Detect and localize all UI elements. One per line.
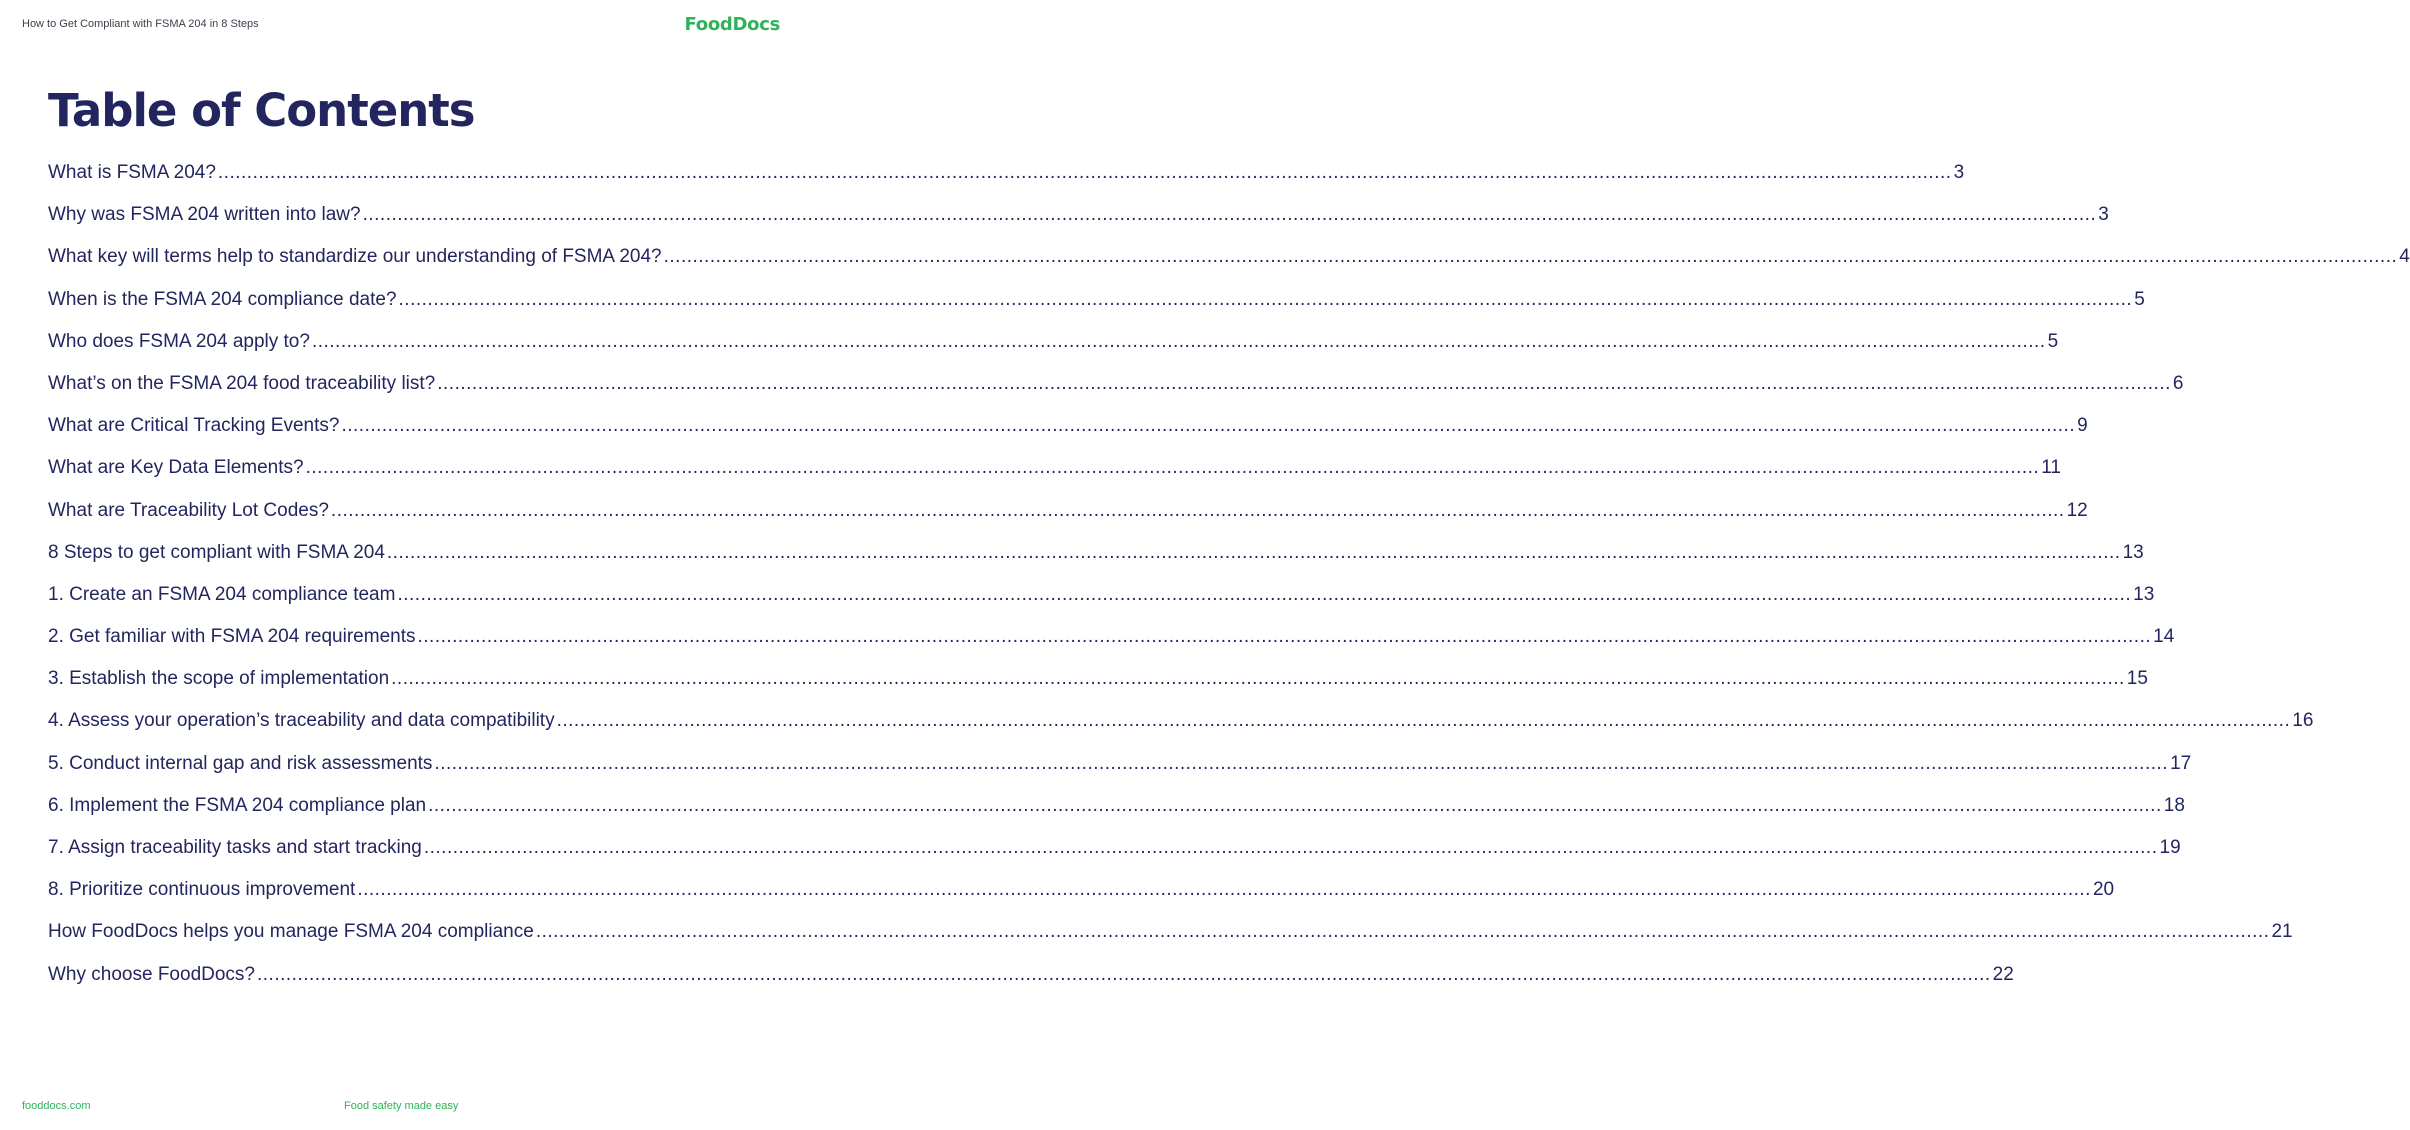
table-of-contents: [48, 162, 2410, 1006]
page-title: Table of Contents: [48, 84, 475, 137]
toc-entry[interactable]: [48, 710, 2314, 752]
toc-entry[interactable]: [48, 752, 2192, 795]
toc-leader-dots: ............................................................................................................................................................................................................................................................................................................: [341, 415, 2076, 437]
toc-page-number: 20: [2092, 879, 2115, 901]
toc-leader-dots: ............................................................................................................................................................................................................................................................................................................: [398, 288, 2133, 310]
toc-page-number: 5: [2047, 330, 2059, 352]
toc-leader-dots: ............................................................................................................................................................................................................................................................................................................: [305, 457, 2040, 479]
toc-leader-dots: ............................................................................................................................................................................................................................................................................................................: [428, 794, 2162, 816]
toc-entry[interactable]: [48, 162, 1965, 204]
toc-page-number: 3: [1953, 162, 1965, 183]
toc-entry[interactable]: [48, 288, 2145, 331]
toc-entry-text: 8. Prioritize continuous improvement: [48, 879, 356, 901]
toc-entry[interactable]: [48, 583, 2155, 626]
toc-page-number: 17: [2170, 752, 2192, 774]
toc-page-number: 13: [2133, 583, 2155, 605]
toc-entry-text: What are Key Data Elements?: [48, 457, 304, 479]
toc-entry-text: How FoodDocs helps you manage FSMA 204 compliance: [48, 921, 534, 943]
toc-entry-text: What are Traceability Lot Codes?: [48, 499, 329, 521]
toc-entry[interactable]: [48, 879, 2115, 921]
toc-entry[interactable]: [48, 246, 2410, 288]
toc-leader-dots: ............................................................................................................................................................................................................................................................................................................: [386, 541, 2121, 563]
toc-entry[interactable]: [48, 626, 2175, 668]
toc-page-number: 15: [2126, 668, 2148, 690]
toc-entry-text: What key will terms help to standardize our understanding of FSMA 204?: [48, 246, 662, 268]
toc-leader-dots: ............................................................................................................................................................................................................................................................................................................: [417, 626, 2152, 648]
fooddocs-logo: FoodDocs: [684, 14, 780, 35]
toc-entry[interactable]: [48, 541, 2144, 584]
toc-leader-dots: ............................................................................................................................................................................................................................................................................................................: [330, 499, 2065, 521]
toc-entry-text: 2. Get familiar with FSMA 204 requirements: [48, 626, 416, 648]
toc-page-number: 19: [2159, 837, 2181, 858]
running-header-title: How to Get Compliant with FSMA 204 in 8 Steps: [22, 18, 259, 30]
toc-leader-dots: ............................................................................................................................................................................................................................................................................................................: [663, 246, 2398, 268]
toc-entry[interactable]: [48, 372, 2184, 415]
toc-entry-text: 7. Assign traceability tasks and start tracking: [48, 837, 422, 858]
toc-entry-text: Why was FSMA 204 written into law?: [48, 204, 361, 226]
toc-page-number: 22: [1992, 963, 2014, 985]
toc-leader-dots: ............................................................................................................................................................................................................................................................................................................: [423, 837, 2158, 858]
toc-entry[interactable]: [48, 415, 2088, 457]
toc-entry-text: 8 Steps to get compliant with FSMA 204: [48, 541, 385, 563]
toc-entry-text: Who does FSMA 204 apply to?: [48, 330, 310, 352]
toc-page-number: 16: [2292, 710, 2314, 732]
toc-entry[interactable]: [48, 499, 2088, 542]
toc-leader-dots: ............................................................................................................................................................................................................................................................................................................: [556, 710, 2291, 732]
toc-entry[interactable]: [48, 330, 2059, 373]
toc-page-number: 13: [2122, 541, 2144, 563]
toc-page-number: 5: [2134, 288, 2145, 310]
toc-leader-dots: ............................................................................................................................................................................................................................................................................................................: [437, 372, 2171, 394]
toc-page-number: 9: [2077, 415, 2088, 437]
toc-entry-text: 6. Implement the FSMA 204 compliance plan: [48, 794, 427, 816]
toc-entry-text: Why choose FoodDocs?: [48, 963, 255, 985]
toc-leader-dots: ............................................................................................................................................................................................................................................................................................................: [257, 963, 1991, 985]
toc-page-number: 3: [2098, 204, 2109, 226]
toc-leader-dots: ............................................................................................................................................................................................................................................................................................................: [397, 583, 2132, 605]
toc-entry[interactable]: [48, 837, 2181, 879]
toc-page-number: 12: [2066, 499, 2088, 521]
toc-page-number: 18: [2163, 794, 2185, 816]
footer-tagline: Food safety made easy: [344, 1100, 459, 1112]
toc-entry-text: What are Critical Tracking Events?: [48, 415, 340, 437]
toc-page-number: 6: [2172, 372, 2184, 394]
toc-entry[interactable]: [48, 794, 2185, 837]
toc-leader-dots: ............................................................................................................................................................................................................................................................................................................: [535, 921, 2270, 943]
toc-entry[interactable]: [48, 204, 2109, 246]
toc-entry-text: What’s on the FSMA 204 food traceability list?: [48, 372, 436, 394]
toc-entry-text: What is FSMA 204?: [48, 162, 216, 183]
toc-page-number: 21: [2271, 921, 2293, 943]
toc-leader-dots: ............................................................................................................................................................................................................................................................................................................: [311, 330, 2046, 352]
toc-entry-text: 3. Establish the scope of implementation: [48, 668, 390, 690]
toc-entry-text: 4. Assess your operation’s traceability and data compatibility: [48, 710, 555, 732]
toc-entry[interactable]: [48, 921, 2293, 963]
toc-leader-dots: ............................................................................................................................................................................................................................................................................................................: [357, 879, 2091, 901]
toc-entry[interactable]: [48, 963, 2014, 1006]
toc-page-number: 11: [2041, 457, 2061, 479]
toc-page-number: 4: [2399, 246, 2410, 268]
toc-entry[interactable]: [48, 668, 2148, 710]
toc-entry-text: 5. Conduct internal gap and risk assessments: [48, 752, 433, 774]
toc-page-number: 14: [2153, 626, 2175, 648]
toc-entry-text: When is the FSMA 204 compliance date?: [48, 288, 397, 310]
toc-leader-dots: ............................................................................................................................................................................................................................................................................................................: [391, 668, 2125, 690]
footer-website[interactable]: fooddocs.com: [22, 1100, 91, 1112]
toc-entry[interactable]: [48, 457, 2061, 499]
toc-entry-text: 1. Create an FSMA 204 compliance team: [48, 583, 396, 605]
toc-leader-dots: ............................................................................................................................................................................................................................................................................................................: [434, 752, 2169, 774]
toc-leader-dots: ............................................................................................................................................................................................................................................................................................................: [362, 204, 2097, 226]
toc-leader-dots: ............................................................................................................................................................................................................................................................................................................: [217, 162, 1952, 183]
